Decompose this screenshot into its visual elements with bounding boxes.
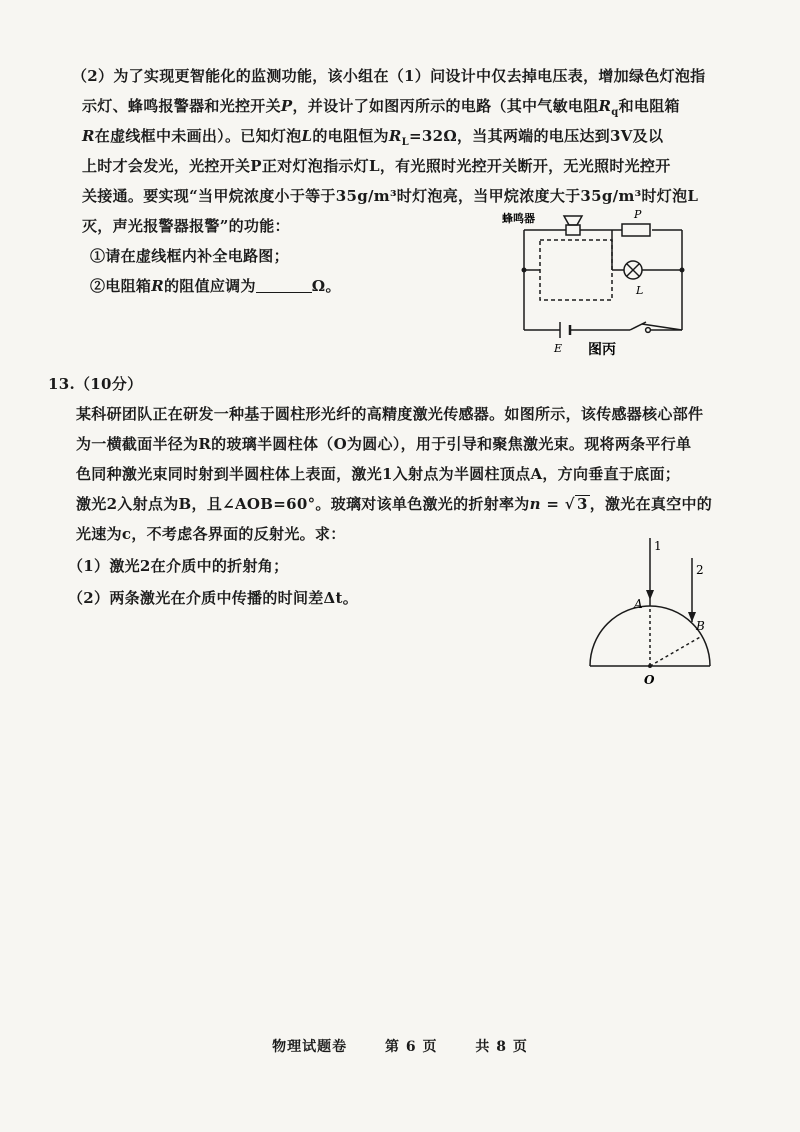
dashed-box: [540, 240, 612, 300]
symbol-P: P: [280, 97, 293, 115]
text: （2）为了实现更智能化的监测功能，该小组在（1）问设计中仅去掉电压表，增加绿色灯泡指: [72, 67, 706, 85]
buzzer-label: 蜂鸣器: [502, 212, 535, 225]
text: 13.（10分）: [48, 375, 143, 393]
text: 为一横截面半径为R的玻璃半圆柱体（O为圆心），用于引导和聚焦激光束。现将两条平行单: [76, 435, 692, 453]
junction-right: [680, 268, 685, 273]
light-switch-P: [622, 224, 650, 236]
laser-2-label: 2: [696, 563, 704, 577]
symbol-R: R: [82, 127, 95, 145]
junction-left: [522, 268, 527, 273]
text: 的阻值应调为: [163, 277, 256, 295]
text: ①请在虚线框内补全电路图；: [90, 247, 289, 265]
q13-line-4: 激光2入射点为B，且∠AOB=60°。玻璃对该单色激光的折射率为n = √ 3 ，激光在真空中的: [76, 495, 713, 513]
point-A-label: A: [634, 597, 643, 611]
q13-sub-1: [68, 556, 288, 576]
part2-line-1: [72, 66, 705, 86]
figure-caption: 图丙: [588, 342, 616, 358]
page-footer: [0, 1036, 800, 1056]
center-O-dot: [648, 664, 652, 668]
laser-1-arrow: [646, 590, 654, 600]
part2-item-1: [90, 246, 289, 266]
part2-line-5: [82, 186, 698, 206]
text: ，激光在真空中的: [589, 495, 713, 513]
q13-line-2: [76, 434, 691, 454]
lamp-L-label: L: [636, 284, 644, 297]
text: ，并设计了如图丙所示的电路（其中气敏电阻: [292, 97, 599, 115]
part2-line-2: [82, 96, 680, 116]
footer-total-pages: 共 8 页: [475, 1039, 528, 1055]
sqrt-3: 3: [576, 495, 588, 513]
text: 和电阻箱: [618, 97, 680, 115]
text: =32Ω，当其两端的电压达到3V及以: [408, 127, 664, 145]
part2-line-6: [82, 216, 290, 236]
radius-OB: [650, 636, 702, 666]
text: 某科研团队正在研发一种基于圆柱形光纤的高精度激光传感器。如图所示，该传感器核心部件: [76, 405, 704, 423]
q13-heading: [48, 374, 142, 394]
switch-contact: [646, 328, 651, 333]
switch-lever: [630, 322, 646, 330]
symbol-R: R: [151, 277, 164, 295]
q13-line-1: [76, 404, 703, 424]
subscript: L: [401, 137, 409, 148]
text: （1）激光2在介质中的折射角；: [68, 557, 289, 575]
buzzer-cone: [564, 216, 582, 225]
text: ②电阻箱: [90, 277, 152, 295]
text: 上时才会发光，光控开关P正对灯泡指示灯L，有光照时光控开关断开，无光照时光控开: [82, 157, 671, 175]
symbol-L: L: [301, 127, 313, 145]
q13-line-5: [76, 524, 346, 544]
buzzer-body: [566, 225, 580, 235]
q13-sub-2: [68, 588, 358, 608]
footer-page-number: 第 6 页: [385, 1039, 438, 1055]
laser-1-label: 1: [654, 539, 662, 553]
symbol-Rq: R: [598, 97, 612, 115]
text: 在虚线框中未画出）。已知灯泡: [94, 127, 302, 145]
battery-E-label: E: [554, 342, 563, 355]
answer-blank[interactable]: [256, 278, 312, 293]
text: 色同种激光束同时射到半圆柱体上表面，激光1入射点为半圆柱顶点A，方向垂直于底面；: [76, 465, 681, 483]
text: （2）两条激光在介质中传播的时间差Δt。: [68, 589, 359, 607]
part2-item-2: [90, 276, 341, 296]
symbol-n: n: [529, 495, 541, 513]
text: 光速为c，不考虑各界面的反射光。求：: [76, 525, 346, 543]
circuit-diagram: [500, 206, 700, 366]
text: 示灯、蜂鸣报警器和光控开关: [82, 97, 281, 115]
point-O-label: O: [644, 673, 655, 687]
part2-line-4: [82, 156, 671, 176]
subscript: q: [611, 107, 619, 118]
text: 激光2入射点为B，且∠AOB=60°。玻璃对该单色激光的折射率为: [76, 495, 530, 513]
semicircle-diagram: [580, 530, 720, 690]
unit-ohm: Ω。: [311, 277, 341, 295]
point-B-label: B: [696, 619, 705, 633]
text: =: [540, 495, 565, 513]
part2-line-3: [82, 126, 663, 146]
q13-line-3: [76, 464, 680, 484]
symbol-RL: R: [388, 127, 402, 145]
text: 灭，声光报警器报警”的功能：: [82, 217, 290, 235]
switch-P-label: P: [634, 208, 642, 221]
footer-subject: 物理试题卷: [272, 1039, 348, 1055]
text: 的电阻恒为: [312, 127, 389, 145]
text: 关接通。要实现“当甲烷浓度小于等于35g/m³时灯泡亮，当甲烷浓度大于35g/m³时灯泡L: [82, 187, 699, 205]
